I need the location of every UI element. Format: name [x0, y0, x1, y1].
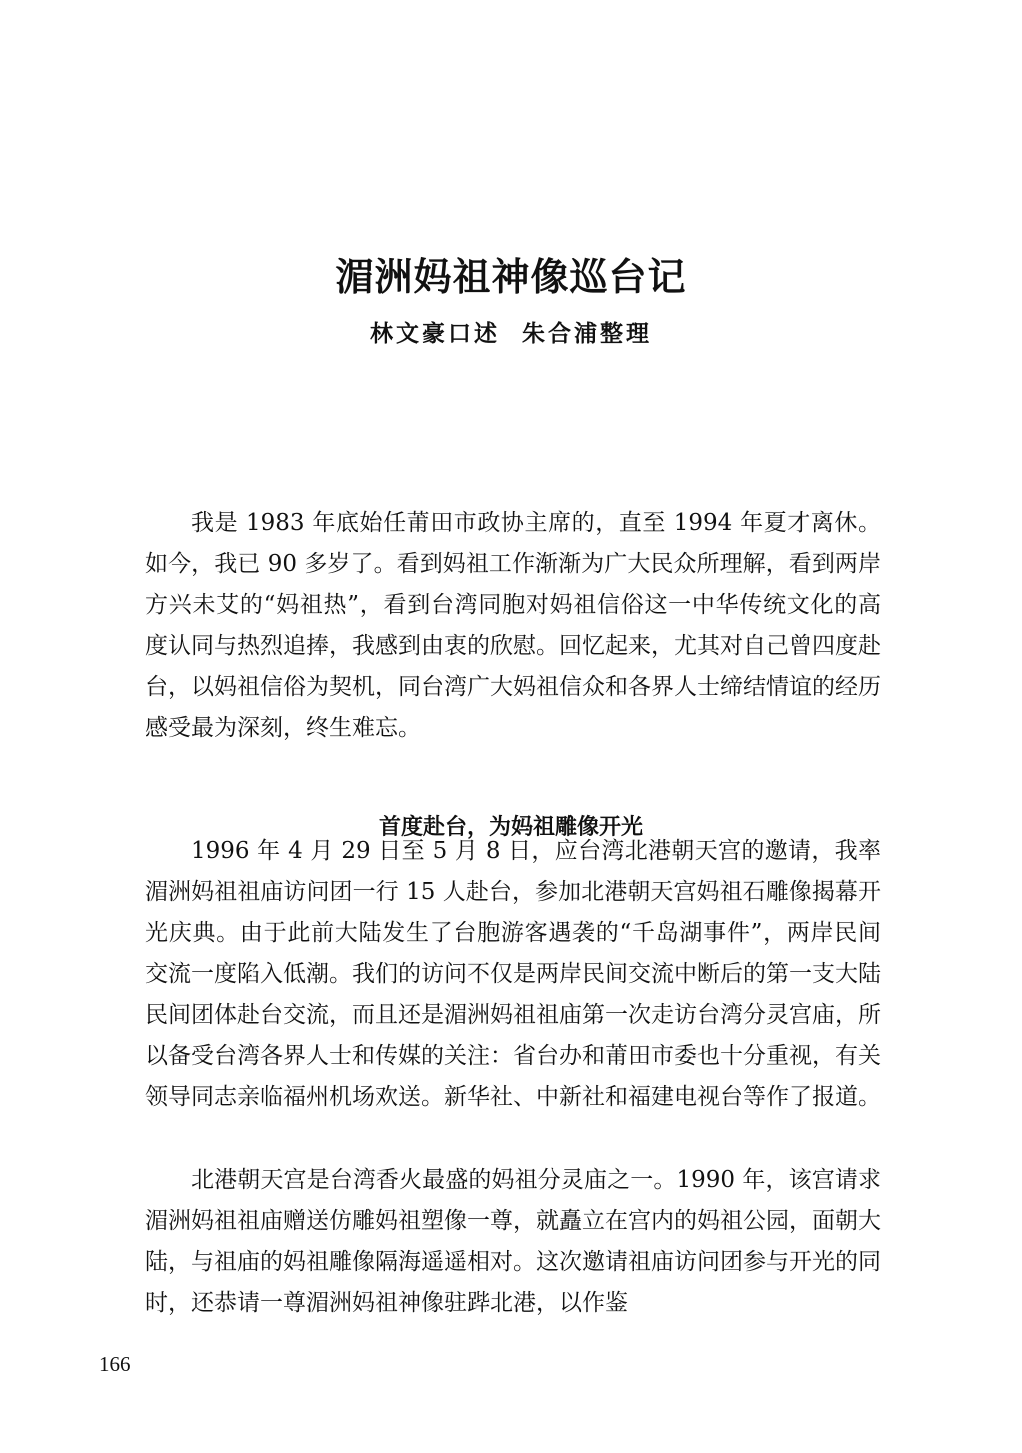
section-paragraph-2: 北港朝天宫是台湾香火最盛的妈祖分灵庙之一。1990 年，该宫请求湄洲妈祖祖庙赠送仿雕妈祖塑像一尊，就矗立在宫内的妈祖公园，面朝大陆，与祖庙的妈祖雕像隔海遥遥相对。这次邀请祖庙访问团参与开光的同时，还恭请一尊湄洲妈祖神像驻跸北港，以作鉴	[145, 1167, 881, 1316]
article-title: 湄洲妈祖神像巡台记	[335, 254, 687, 300]
intro-paragraph: 我是 1983 年底始任莆田市政协主席的，直至 1994 年夏才离休。如今，我已 90 多岁了。看到妈祖工作渐渐为广大民众所理解，看到两岸方兴未艾的“妈祖热”，看到台湾同胞对妈祖信俗这一中华传统文化的高度认同与热烈追捧，我感到由衷的欣慰。回忆起来，尤其对自己曾四度赴台，以妈祖信俗为契机，同台湾广大妈祖信众和各界人士缔结情谊的经历感受最为深刻，终生难忘。	[145, 510, 881, 741]
byline-narrator: 林文豪口述	[370, 320, 500, 347]
section-heading: 首度赴台，为妈祖雕像开光	[378, 815, 643, 841]
page-number: 166	[99, 1352, 131, 1376]
byline	[0, 314, 1022, 354]
section-paragraph-1: 1996 年 4 月 29 日至 5 月 8 日，应台湾北港朝天宫的邀请，我率湄洲妈祖祖庙访问团一行 15 人赴台，参加北港朝天宫妈祖石雕像揭幕开光庆典。由于此前大陆发生了台胞游客遇袭的“千岛湖事件”，两岸民间交流一度陷入低潮。我们的访问不仅是两岸民间交流中断后的第一支大陆民间团体赴台交流，而且还是湄洲妈祖祖庙第一次走访台湾分灵宫庙，所以备受台湾各界人士和传媒的关注：省台办和莆田市委也十分重视，有关领导同志亲临福州机场欢送。新华社、中新社和福建电视台等作了报道。	[145, 838, 881, 1110]
byline-editor: 朱合浦整理	[522, 320, 652, 347]
